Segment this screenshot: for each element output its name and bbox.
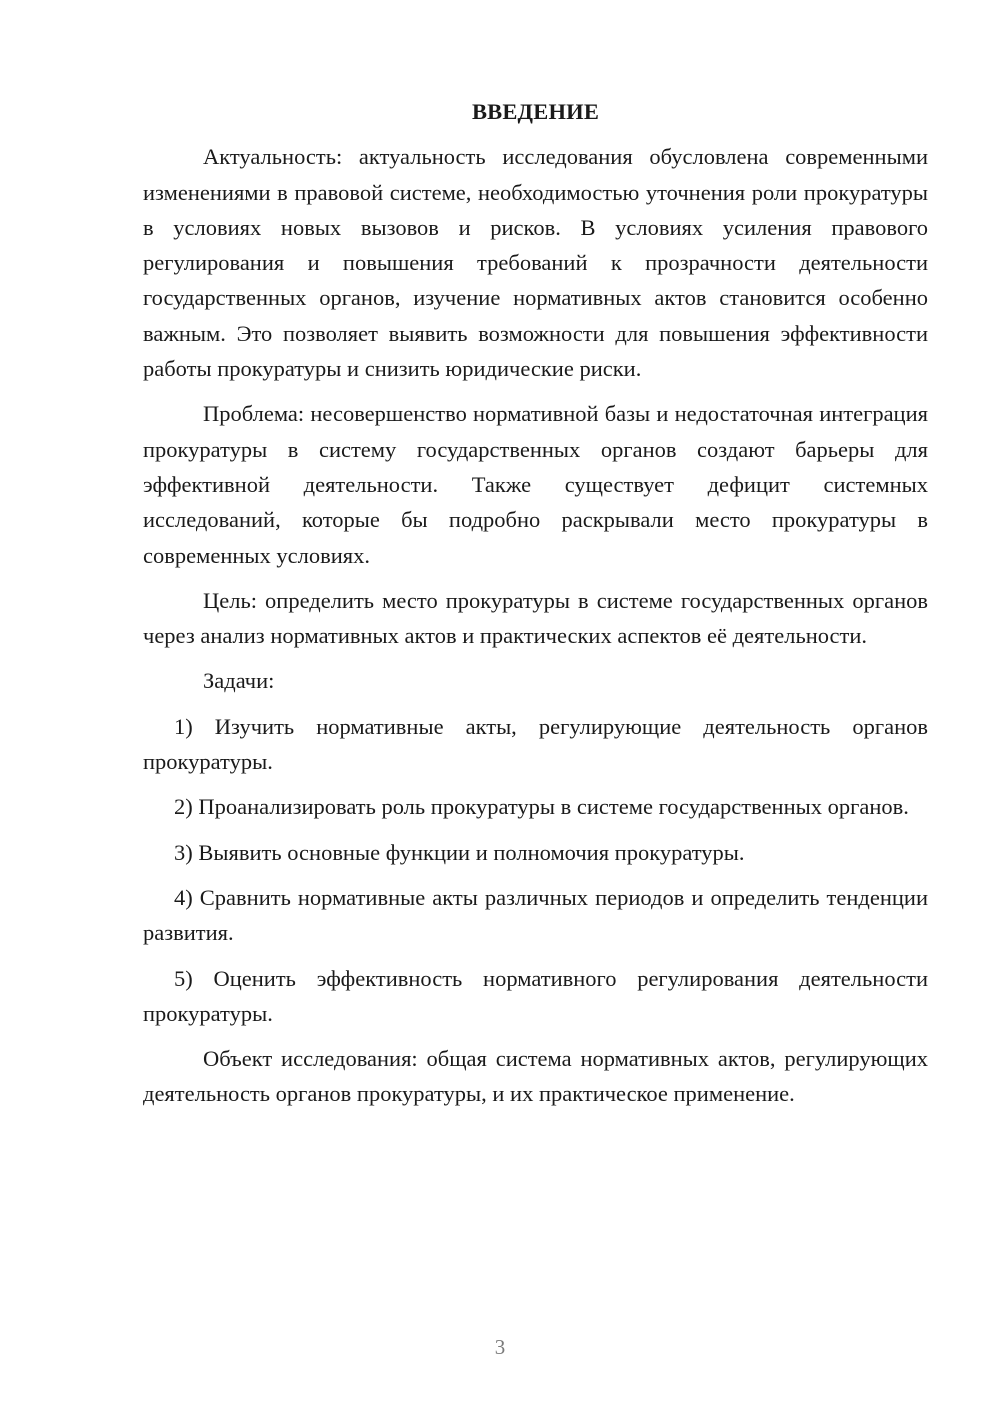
task-item-1: 1) Изучить нормативные акты, регулирующие деятельность органов прокуратуры. [143,713,928,775]
tasks-heading: Задачи: [203,668,275,694]
paragraph-relevance: Актуальность: актуальность исследования обусловлена современными изменениями в правовой системе, необходимостью уточнения роли прокуратуры в условиях новых вызовов и рисков. В условиях усиления правового регулирования и повышения требований к прозрачности деятельности государственных органов, изучение нормативных актов становится особенно важным. Это позволяет выявить возможности для повышения эффективности работы прокуратуры и снизить юридические риски. [143,144,928,382]
paragraph-problem: Проблема: несовершенство нормативной базы и недостаточная интеграция прокуратуры в систему государственных органов создают барьеры для эффективной деятельности. Также существует дефицит системных исследований, которые бы подробно раскрывали место прокуратуры в современных условиях. [143,401,928,568]
page-number: 3 [494,1335,506,1359]
task-item-5: 5) Оценить эффективность нормативного регулирования деятельности прокуратуры. [143,965,928,1026]
section-title: ВВЕДЕНИЕ [471,99,600,124]
task-item-3: 3) Выявить основные функции и полномочия прокуратуры. [174,839,745,865]
paragraph-object: Объект исследования: общая система нормативных актов, регулирующих деятельность органов прокуратуры, и их практическое применение. [143,1046,928,1107]
task-item-4: 4) Сравнить нормативные акты различных периодов и определить тенденции развития. [143,884,928,946]
task-item-2: 2) Проанализировать роль прокуратуры в системе государственных органов. [174,794,909,820]
page-body [143,94,928,1112]
paragraph-goal: Цель: определить место прокуратуры в системе государственных органов через анализ нормативных актов и практических аспектов её деятельности. [143,587,928,649]
